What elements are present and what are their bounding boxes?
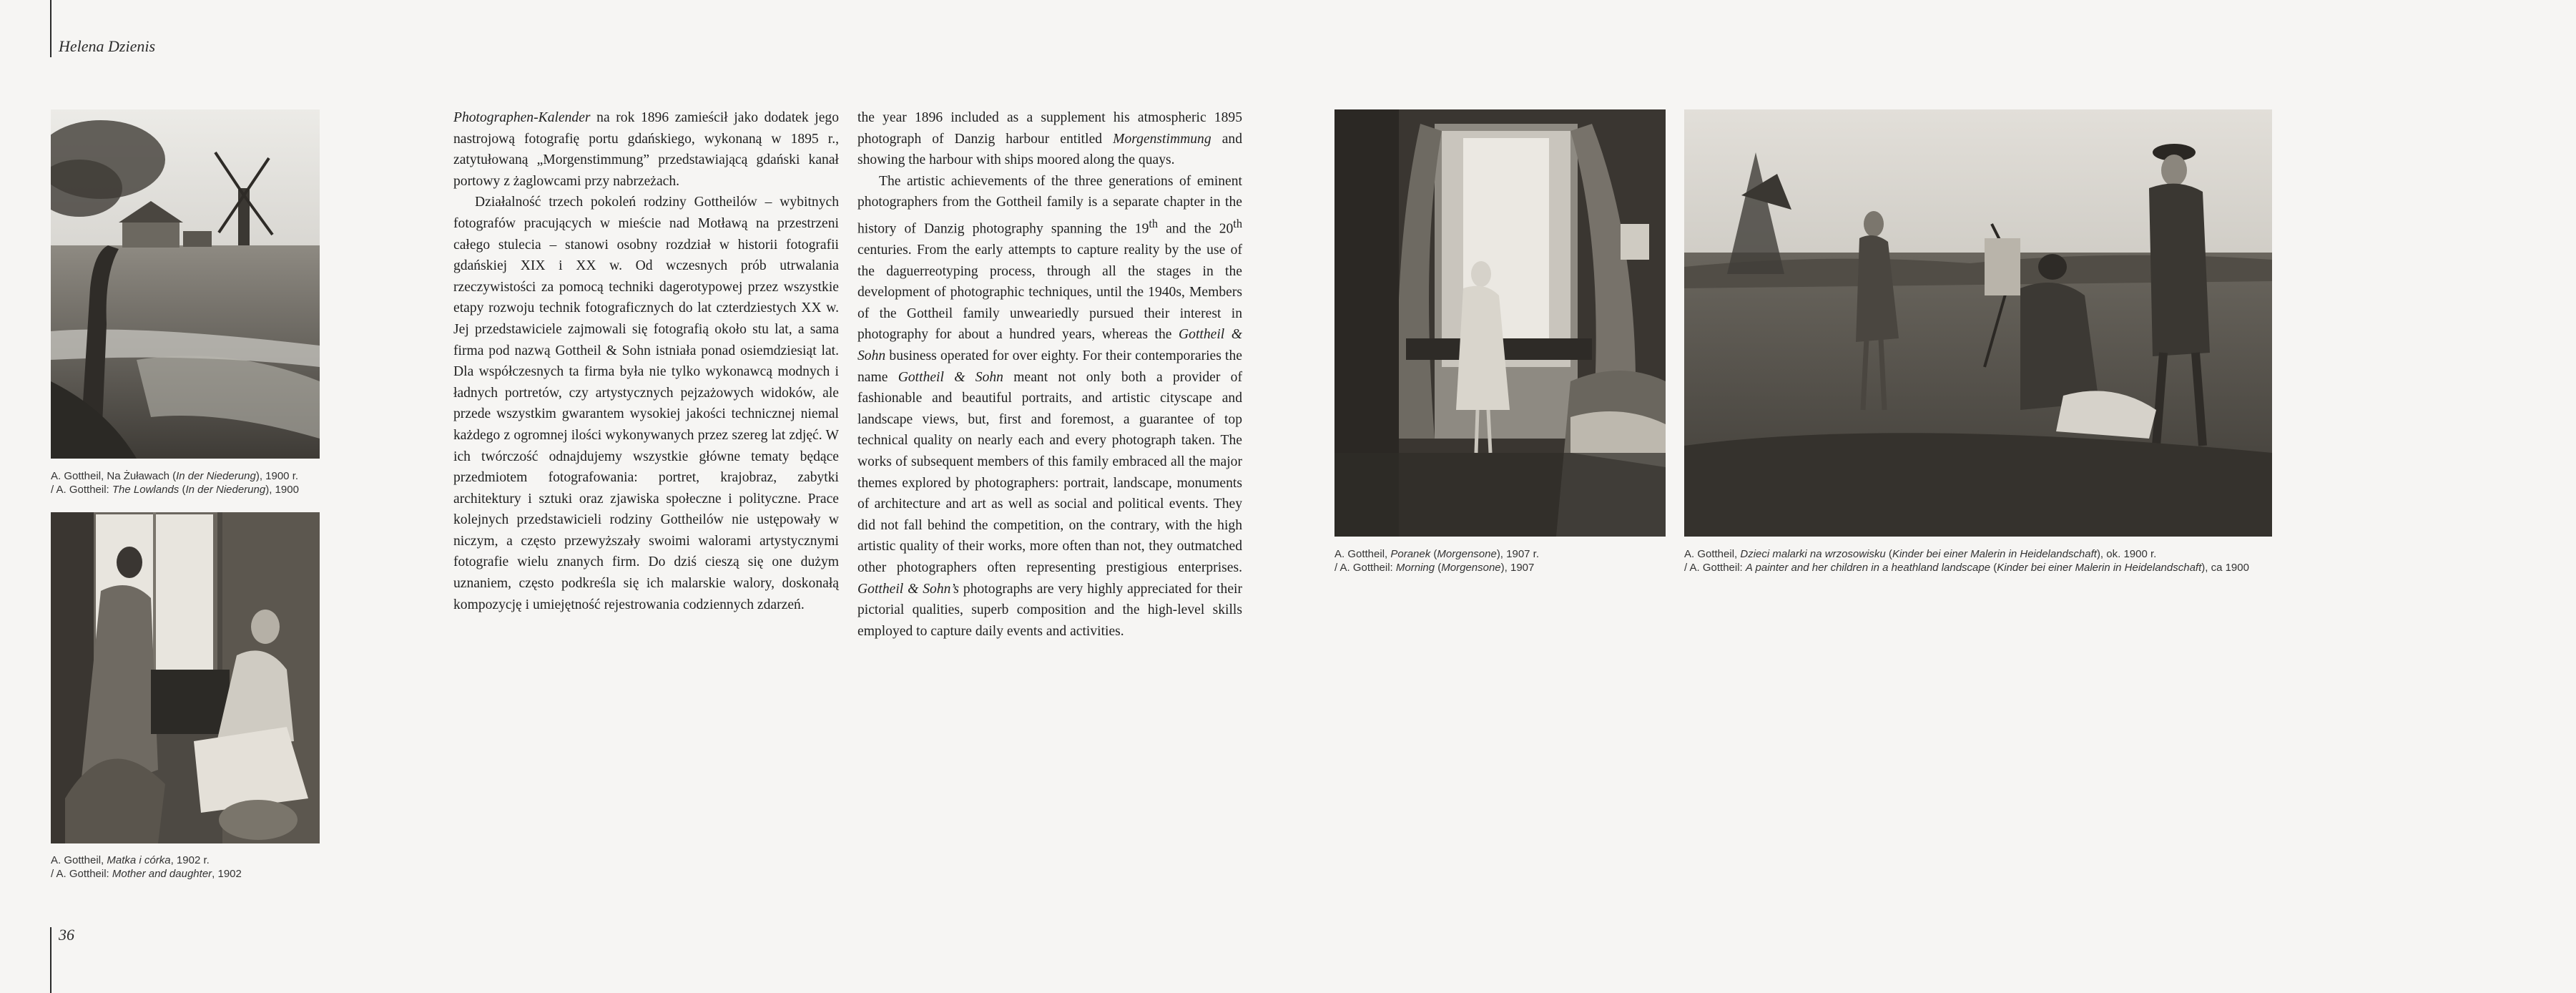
polish-paragraph-1: Photographen-Kalender na rok 1896 zamieścił jako dodatek jego nastrojową fotografię portu gdańskiego, wykonaną w 1895 r., zatytułowaną „Morgenstimmung” przedstawiającą gdański kanał portowy z żaglowcami przy nabrzeżach. (453, 110, 839, 189)
english-paragraph-2: The artistic achievements of the three generations of eminent photographers from the Gottheil family is a separate chapter in the history of Danzig photography spanning the 19th and the 20th centuries. From the early attempts to capture reality by the use of the daguerreotyping process, through all the stages in the development of photographic techniques, until the 1940s, Members of the Gottheil family unweariedly pursued their interest in photography for about a hundred years, whereas the Gottheil & Sohn business operated for over eighty. For their contemporaries the name Gottheil & Sohn meant not only both a provider of fashionable and beautiful portraits, and artistic cityscape and landscape views, but, first and foremost, a guarantee of top technical quality on nearly each and every photograph taken. The works of subsequent members of this family embraced all the major themes explored by photographers: portrait, landscape, monuments of architecture and art as well as social and political events. They did not fall behind the competition, on the contrary, with the high artistic quality of their works, more often than not, they outmatched other photographers often representing prestigious enterprises. Gottheil & Sohn’s photographs are very highly appreciated for their pictorial qualities, superb composition and the high-level skills employed to capture daily events and activities. (857, 173, 1242, 639)
bottom-margin-rule (50, 927, 51, 993)
caption-mother-daughter-pl: A. Gottheil, Matka i córka, 1902 r. (51, 854, 210, 866)
photo-mother-daughter (51, 512, 320, 843)
caption-lowlands-en: / A. Gottheil: The Lowlands (In der Niederung), 1900 (51, 484, 299, 496)
caption-morning-pl: A. Gottheil, Poranek (Morgensone), 1907 r. (1334, 548, 1540, 560)
photo-heathland-painter (1684, 109, 2272, 537)
english-paragraph-1: the year 1896 included as a supplement his atmospheric 1895 photograph of Danzig harbour entitled Morgenstimmung and showing the harbour with ships moored along the quays. (857, 110, 1242, 168)
polish-paragraph-2: Działalność trzech pokoleń rodziny Gottheilów – wybitnych fotografów pracujących w mieście nad Motławą na przestrzeni całego stulecia – stanowi osobny rozdział w historii fotografii gdańskiej XIX i XX w. Od wczesnych prób utrwalania rzeczywistości za pomocą techniki dagerotypowej przez wszystkie etapy rozwoju technik fotograficznych do lat czterdziestych XX w. Jej przedstawiciele zajmowali się fotografią około stu lat, a sama firma pod nazwą Gottheil & Sohn istniała ponad osiemdziesiąt lat. Dla współczesnych ta firma była nie tylko wykonawcą modnych i ładnych portretów, czy artystycznych pejzażowych widoków, ale przede wszystkim gwarantem wysokiej jakości technicznej niemal każdego z ogromnej ilości wykonywanych przez szereg lat zdjęć. W ich twórczość odnajdujemy wszystkie główne tematy będące przedmiotem fotografowania: portret, krajobraz, zabytki architektury i sztuki oraz zjawiska społeczne i polityczne. Prace kolejnych przedstawicieli rodziny Gottheilów nie ustępowały w niczym, a często przewyższały swoimi walorami artystycznymi fotografie wielu znanych firm. Do dziś cieszą się one dużym uznaniem, często podkreśla się ich malarskie walory, doskonałą kompozycję i umiejętność rejestrowania codziennych zdarzeń. (453, 195, 839, 612)
caption-mother-daughter (51, 853, 351, 881)
caption-lowlands (51, 469, 351, 496)
running-head-author: Helena Dzienis (59, 37, 156, 55)
caption-heathland-pl: A. Gottheil, Dzieci malarki na wrzosowisku (Kinder bei einer Malerin in Heidelandschaft), ok. 1900 r. (1684, 548, 2157, 560)
page-number: 36 (59, 926, 74, 944)
text-column-english (857, 107, 1242, 642)
caption-heathland-en: / A. Gottheil: A painter and her children in a heathland landscape (Kinder bei einer Malerin in Heidelandschaft), ca 1900 (1684, 562, 2249, 574)
top-margin-rule (50, 0, 51, 57)
caption-morning-en: / A. Gottheil: Morning (Morgensone), 1907 (1334, 562, 1535, 574)
caption-mother-daughter-en: / A. Gottheil: Mother and daughter, 1902 (51, 868, 242, 880)
photo-morning-window (1334, 109, 1666, 537)
photo-lowlands-windmill (51, 109, 320, 459)
caption-lowlands-pl: A. Gottheil, Na Żuławach (In der Niederung), 1900 r. (51, 470, 299, 482)
caption-heathland (1684, 547, 2285, 574)
text-column-polish (453, 107, 839, 615)
caption-morning (1334, 547, 1678, 574)
